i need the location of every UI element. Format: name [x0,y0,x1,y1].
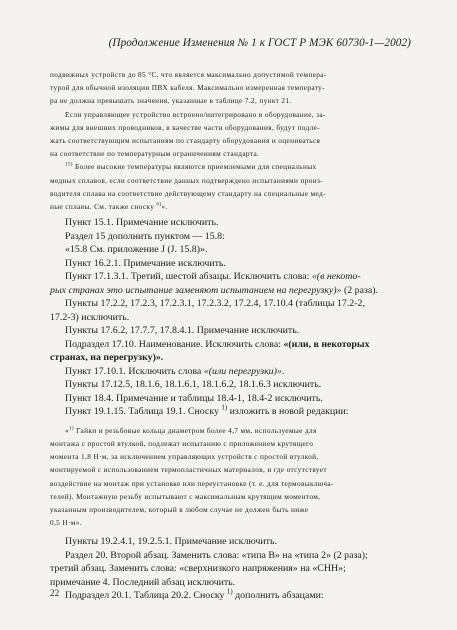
text-line: водителя сплава на соответствие действующему стандарту на специальные мед- [50,188,326,198]
text-line: на соответствие по температурным ограничениям стандарта. [50,149,260,159]
page-content [50,68,412,603]
footnote-marker: 1) [221,404,228,412]
text-line: монтируемой с использованием термопластичных материалов, и где отсутствует [50,465,327,475]
amendment-item-cont: примечание 4. Последний абзац исключить. [50,576,236,588]
footnote-15 [50,160,412,213]
footnote-marker: 1) [69,425,74,432]
text-line: $^{15)}$ Более высокие температуры являются приемлемыми для специальных [65,162,317,172]
text-line: 0,5 Н·м». [50,518,82,528]
amendment-item: Подраздел 20.1. Таблица 20.2. Сноску $^{1)}$ дополнить абзацами: [65,589,324,602]
page-number: 22 [50,588,60,598]
amendment-item: Пункты 19.2.4.1, 19.2.5.1. Примечание исключить. [65,536,277,548]
amendment-item: Пункты 17.6.2, 17.7.7, 17.8.4.1. Примечание исключить. [65,325,300,337]
paragraph-embedded-control [50,108,412,161]
text-line: ра не должна превышать значения, указанные в таблице 7.2, пункт 21. [50,96,292,106]
text-line: жать соответствующим испытаниям по стандарту оборудования и оцениваться [50,136,321,146]
amendment-item: Пункт 15.1. Примечание исключить. [65,217,219,229]
amendment-item: Пункт 17.1.3.1. Третий, шестой абзацы. Исключить слова: «(в некото- [65,271,361,283]
amendment-item-cont: странах, на перегрузку)». [50,352,164,364]
text-line: подвижных устройств до 85 °С, что является максимально допустимой темпера- [50,70,327,79]
text-line: момента 1,8 Н·м, за исключением управляющих устройств с простой втулкой, [50,452,319,462]
amendment-item-cont: 17.2-3) исключить. [50,311,130,323]
amendment-item: Раздел 20. Второй абзац. Заменить слова: «типа В» на «типа 2» (2 раза); [65,549,368,561]
text-line: воздействие на монтаж при установке или переустановке (т. е. для термовыключа- [50,478,334,488]
text-line: турой для обычной изоляции ПВХ кабеля. Максимально измеренная температу- [50,83,325,93]
footnote-1-new-text [50,424,412,530]
amendment-item-cont: третий абзац. Заменить слова: «сверхнизкого напряжения» на «СНН»; [50,563,346,575]
text-line: «$^{1)}$ Гайки и резьбовые кольца диаметром более 4,7 мм, используемые для [65,425,317,435]
top-paragraph [50,68,412,108]
text-line: жимы для внешних проводников, в качестве части оборудования, будут подле- [50,122,320,132]
amendment-item: Пункт 17.10.1. Исключить слова «(или перегрузки)». [65,365,285,377]
amendment-item: Раздел 15 дополнить пунктом — 15.8: [65,230,225,242]
amendment-item: «15.8 См. приложение J (J. 15.8)». [65,244,208,256]
text-line: указанным производителем, который в любом случае не должен быть ниже [50,504,309,514]
text-line: Если управляющее устройство встроено/интегрировано в оборудование, за- [65,109,326,119]
text-line: монтажа с простой втулкой, подлежат испытанию с приложением крутящего [50,438,314,448]
amendment-list [50,216,412,419]
text-line: медных сплавов, если соответствие данных подтверждено испытаниями произ- [50,175,323,185]
amendment-item: Пункты 17.12.5, 18.1.6, 18.1.6.1, 18.1.6.2, 18.1.6.3 исключить. [65,379,322,391]
amendment-item: Пункт 16.2.1. Примечание исключить. [65,257,226,269]
text-line: ные сплавы. См. также сноску $^{6)}$». [50,201,168,212]
amendment-item: Пункт 19.1.15. Таблица 19.1. Сноску $^{1)}$ изложить в новой редакции: [65,404,349,418]
footnote-marker: 1) [226,589,233,597]
amendment-item: Пункт 18.4. Примечание и таблицы 18.4-1, 18.4-2 исключить. [65,392,323,404]
amendment-list-2 [50,535,412,603]
text-line: телей). Монтажную резьбу испытывают с максимальным крутящим моментом, [50,491,321,501]
amendment-item: Подраздел 17.10. Наименование. Исключить слова: «(или, в некоторых [65,338,370,350]
footnote-marker: 15) [65,162,73,168]
footnote-marker: 6) [156,201,162,208]
amendment-item: Пункты 17.2.2, 17.2.3, 17.2.3.1, 17.2.3.2, 17.2.4, 17.10.4 (таблицы 17.2-2, [65,298,365,310]
amendment-item-cont: рых странах это испытание заменяют испытанием на перегрузку)» (2 раза). [50,284,379,296]
page-header: (Продолжение Изменения № 1 к ГОСТ Р МЭК 60730-1—2002) [108,37,411,49]
